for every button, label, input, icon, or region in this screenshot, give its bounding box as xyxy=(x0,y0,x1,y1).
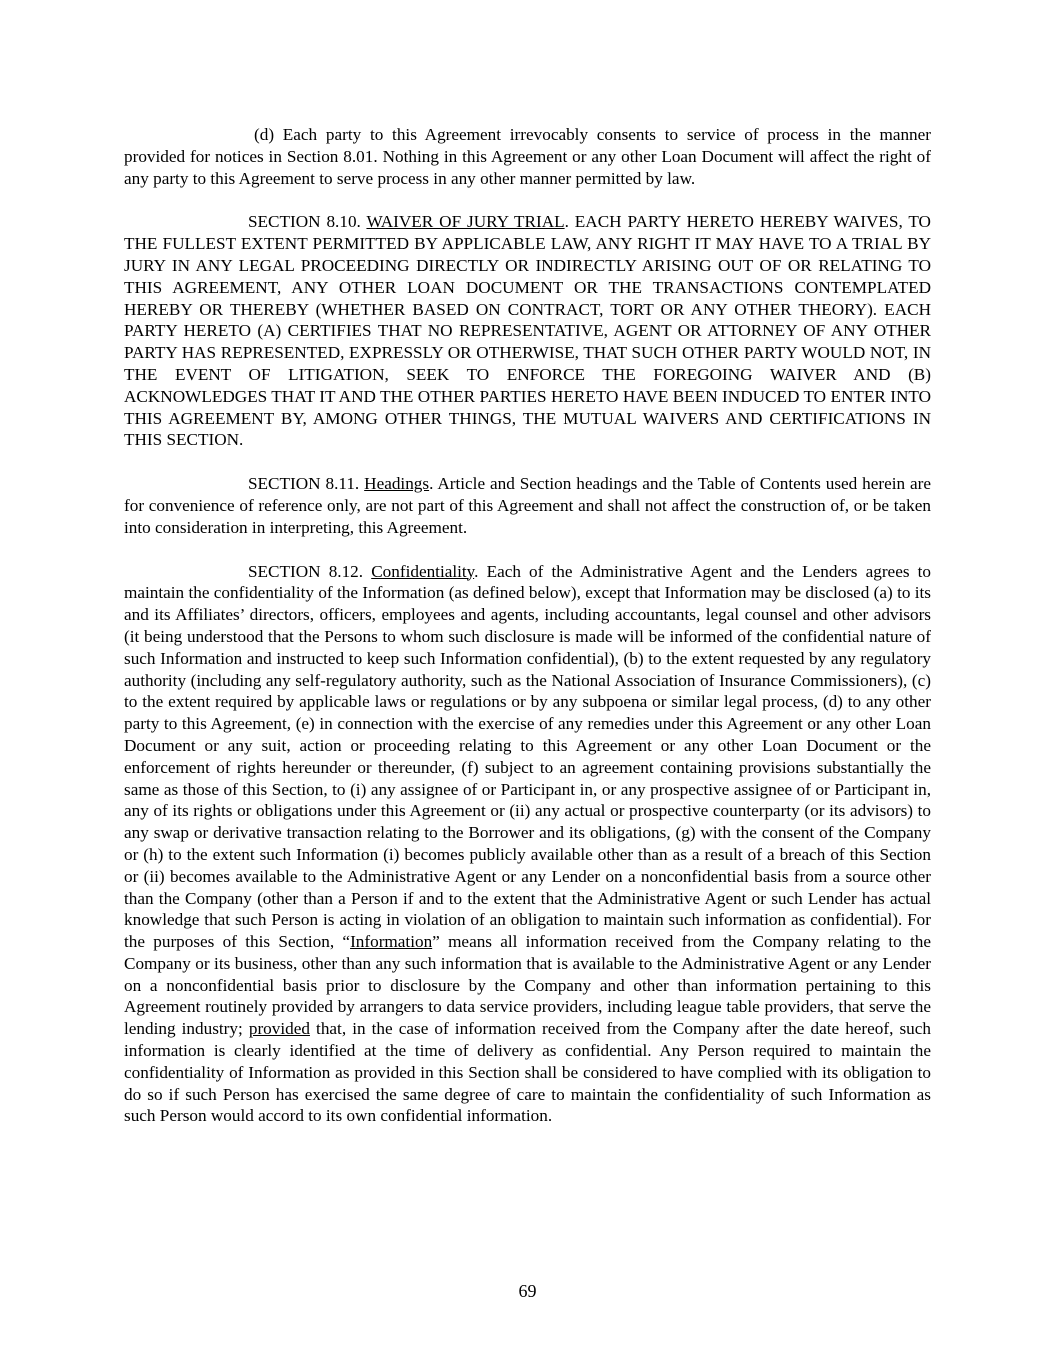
section-8-12-body-part-1: . Each of the Administrative Agent and the Lenders agrees to maintain the confidentiality of the Information (as defined below), except that Information may be disclosed (a) to its and its Affiliates’ directors, officers, employees and agents, including accountants, legal counsel and other advisors (it being understood that the Persons to whom such disclosure is made will be informed of the confidential nature of such Information and instructed to keep such Information confidential), (b) to the extent requested by any regulatory authority (including any self-regulatory authority, such as the National Association of Insurance Commissioners), (c) to the extent required by applicable laws or regulations or by any subpoena or similar legal process, (d) to any other party to this Agreement, (e) in connection with the exercise of any remedies under this Agreement or any other Loan Document or any suit, action or proceeding relating to this Agreement or any other Loan Document or the enforcement of rights hereunder or thereunder, (f) subject to an agreement containing provisions substantially the same as those of this Section, to (i) any assignee of or Participant in, or any prospective assignee of or Participant in, any of its rights or obligations under this Agreement or (ii) any actual or prospective counterparty (or its advisors) to any swap or derivative transaction relating to the Borrower and its obligations, (g) with the consent of the Company or (h) to the extent such Information (i) becomes publicly available other than as a result of a breach of this Section or (ii) becomes available to the Administrative Agent or any Lender on a nonconfidential basis from a source other than the Company (other than a Person if and to the extent that the Administrative Agent or such Lender has actual knowledge that such Person is acting in violation of an obligation to maintain such information as confidential). For the purposes of this Section, “ xyxy=(124,561,931,952)
section-8-10-heading: WAIVER OF JURY TRIAL xyxy=(366,212,565,232)
section-8-10-number: SECTION 8.10. xyxy=(248,212,361,232)
section-8-11 xyxy=(124,473,931,538)
document-page xyxy=(124,124,931,1149)
section-8-10-body: . EACH PARTY HERETO HEREBY WAIVES, TO THE FULLEST EXTENT PERMITTED BY APPLICABLE LAW, ANY RIGHT IT MAY HAVE TO A TRIAL BY JURY IN ANY LEGAL PROCEEDING DIRECTLY OR INDIRECTLY ARISING OUT OF OR RELATING TO THIS AGREEMENT, ANY OTHER LOAN DOCUMENT OR THE TRANSACTIONS CONTEMPLATED HEREBY OR THEREBY (WHETHER BASED ON CONTRACT, TORT OR ANY OTHER THEORY). EACH PARTY HERETO (A) CERTIFIES THAT NO REPRESENTATIVE, AGENT OR ATTORNEY OF ANY OTHER PARTY HAS REPRESENTED, EXPRESSLY OR OTHERWISE, THAT SUCH OTHER PARTY WOULD NOT, IN THE EVENT OF LITIGATION, SEEK TO ENFORCE THE FOREGOING WAIVER AND (B) ACKNOWLEDGES THAT IT AND THE OTHER PARTIES HERETO HAVE BEEN INDUCED TO ENTER INTO THIS AGREEMENT BY, AMONG OTHER THINGS, THE MUTUAL WAIVERS AND CERTIFICATIONS IN THIS SECTION. xyxy=(124,212,931,450)
section-8-12-body-part-2: ” means all information received from the Company relating to the Company or its business, other than any such information that is available to the Administrative Agent or any Lender on a nonconfidential basis prior to disclosure by the Company and other than information pertaining to this Agreement routinely provided by arrangers to data service providers, including league table providers, that serve the lending industry; xyxy=(124,932,931,1039)
section-8-11-heading: Headings xyxy=(364,474,430,494)
proviso-term: provided xyxy=(248,1019,310,1039)
section-8-12-body-part-3: that, in the case of information received from the Company after the date hereof, such information is clearly identified at the time of delivery as confidential. Any Person required to maintain the confidentiality of Information as provided in this Section shall be considered to have complied with its obligation to do so if such Person has exercised the same degree of care to maintain the confidentiality of such Information as such Person would accord to its own confidential information. xyxy=(124,1019,931,1126)
section-8-10 xyxy=(124,211,931,451)
paragraph-8-09-d xyxy=(124,124,931,189)
section-8-11-number: SECTION 8.11. xyxy=(248,474,360,494)
section-8-12 xyxy=(124,561,931,1128)
page-number: 69 xyxy=(518,1281,537,1301)
paragraph-8-09-d-text: (d) Each party to this Agreement irrevocably consents to service of process in the manner provided for notices in Section 8.01. Nothing in this Agreement or any other Loan Document will affect the right of any party to this Agreement to serve process in any other manner permitted by law. xyxy=(124,125,931,188)
section-8-11-body: . Article and Section headings and the Table of Contents used herein are for convenience of reference only, are not part of this Agreement and shall not affect the construction of, or be taken into consideration in interpreting, this Agreement. xyxy=(124,474,932,537)
section-8-12-number: SECTION 8.12. xyxy=(248,561,364,581)
section-8-12-heading: Confidentiality xyxy=(371,561,475,581)
defined-term-information: Information xyxy=(350,932,433,952)
